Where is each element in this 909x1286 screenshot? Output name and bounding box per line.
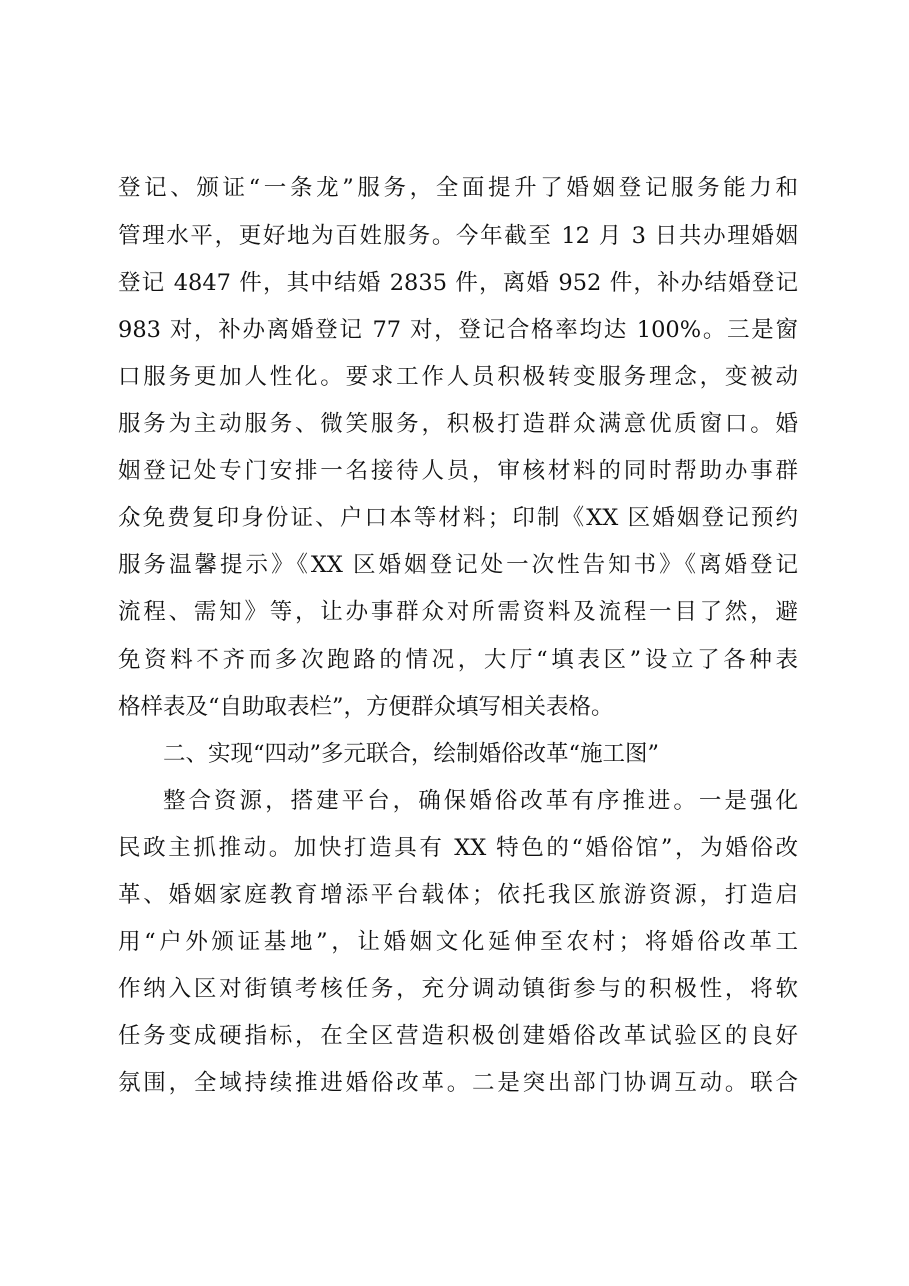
body-text-line: 众免费复印身份证、户口本等材料；印制《XX 区婚姻登记预约 xyxy=(118,505,798,531)
body-text-line: 姻登记处专门安排一名接待人员，审核材料的同时帮助办事群 xyxy=(118,458,798,484)
body-text-line: 登记 4847 件，其中结婚 2835 件，离婚 952 件，补办结婚登记 xyxy=(118,270,798,296)
body-text-line: 服务温馨提示》《XX 区婚姻登记处一次性告知书》《离婚登记 xyxy=(118,552,798,578)
body-text-line: 服务为主动服务、微笑服务，积极打造群众满意优质窗口。婚 xyxy=(118,411,798,437)
body-text-line: 格样表及“自助取表栏”，方便群众填写相关表格。 xyxy=(118,694,614,720)
section-heading: 二、实现“四动”多元联合，绘制婚俗改革“施工图” xyxy=(163,741,660,767)
body-text-line: 管理水平，更好地为百姓服务。今年截至 12 月 3 日共办理婚姻 xyxy=(118,223,798,249)
body-text-line: 登记、颁证“一条龙”服务，全面提升了婚姻登记服务能力和 xyxy=(118,175,798,201)
body-text-line: 流程、需知》等，让办事群众对所需资料及流程一目了然，避 xyxy=(118,599,798,625)
body-text-line: 口服务更加人性化。要求工作人员积极转变服务理念，变被动 xyxy=(118,364,798,390)
body-text-line: 整合资源，搭建平台，确保婚俗改革有序推进。一是强化 xyxy=(163,788,798,814)
body-text-line: 氛围，全域持续推进婚俗改革。二是突出部门协调互动。联合 xyxy=(118,1070,798,1096)
body-text-line: 用“户外颁证基地”，让婚姻文化延伸至农村；将婚俗改革工 xyxy=(118,929,798,955)
body-text-line: 免资料不齐而多次跑路的情况，大厅“填表区”设立了各种表 xyxy=(118,647,798,673)
body-text-line: 983 对，补办离婚登记 77 对，登记合格率均达 100%。三是窗 xyxy=(118,317,798,343)
body-text-line: 任务变成硬指标，在全区营造积极创建婚俗改革试验区的良好 xyxy=(118,1023,798,1049)
body-text-line: 作纳入区对街镇考核任务，充分调动镇街参与的积极性，将软 xyxy=(118,976,798,1002)
body-text-line: 革、婚姻家庭教育增添平台载体；依托我区旅游资源，打造启 xyxy=(118,882,798,908)
body-text-line: 民政主抓推动。加快打造具有 XX 特色的“婚俗馆”，为婚俗改 xyxy=(118,835,798,861)
